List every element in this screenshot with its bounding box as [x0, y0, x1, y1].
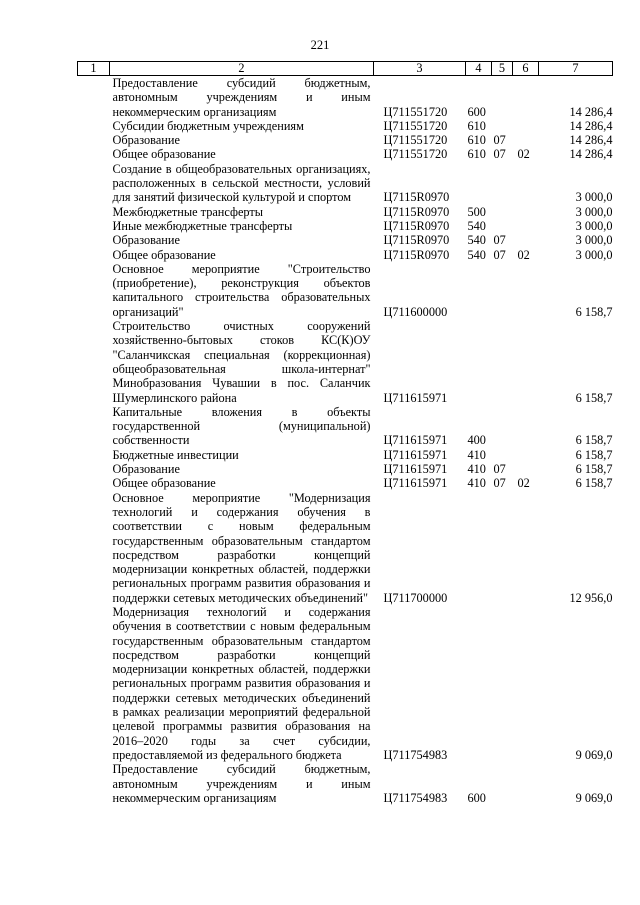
table-row [78, 448, 613, 462]
item-name-cell: Капитальные вложения в объекты государственной (муниципальной) собственности [112, 404, 371, 448]
header-col-4: 4 [466, 62, 492, 76]
target-code-cell: Ц711551720 [383, 133, 448, 148]
row-number-cell [78, 248, 110, 262]
amount-cell: 9 069,0 [575, 747, 613, 762]
table-row [78, 605, 613, 762]
subsection-cell [513, 233, 539, 247]
subsection-cell [513, 133, 539, 147]
subsection-cell [513, 491, 539, 605]
item-name-cell: Основное мероприятие "Строительство (приобретение), реконструкция объектов капитального строительства образовательных организаций" [112, 261, 371, 319]
target-code-cell: Ц7115R0970 [383, 190, 450, 205]
header-col-3: 3 [374, 62, 466, 76]
row-number-cell [78, 405, 110, 448]
item-name-cell: Основное мероприятие "Модернизация технологий и содержания обучения в соответствии с новым федеральным государственным образовательным стандартом посредством разработки концепций модернизации конкретных областей, поддержки региональных программ развития образования и поддержки сетевых методических объединений" [112, 490, 371, 605]
subsection-cell [513, 76, 539, 119]
row-number-cell [78, 448, 110, 462]
expense-type-cell: 540 [467, 233, 486, 248]
item-name-cell: Образование [112, 233, 180, 248]
row-number-cell [78, 162, 110, 205]
target-code-cell: Ц711551720 [383, 104, 448, 119]
amount-cell: 3 000,0 [575, 218, 613, 233]
target-code-cell: Ц7115R0970 [383, 204, 450, 219]
expense-type-cell: 410 [467, 462, 486, 477]
section-cell [492, 605, 513, 762]
row-number-cell [78, 76, 110, 119]
expense-type-cell: 500 [467, 204, 486, 219]
item-name-cell: Общее образование [112, 247, 216, 262]
expense-type-cell [466, 162, 492, 205]
target-code-cell: Ц711551720 [383, 118, 448, 133]
subsection-cell [513, 405, 539, 448]
row-number-cell [78, 233, 110, 247]
header-col-2: 2 [110, 62, 374, 76]
row-number-cell [78, 147, 110, 161]
section-cell: 07 [493, 476, 506, 491]
row-number-cell [78, 462, 110, 476]
header-col-7: 7 [539, 62, 613, 76]
amount-cell: 14 286,4 [569, 133, 613, 148]
subsection-cell [513, 262, 539, 319]
expense-type-cell: 400 [467, 433, 486, 448]
expense-type-cell: 410 [467, 476, 486, 491]
table-row [78, 762, 613, 805]
expense-type-cell: 540 [467, 247, 486, 262]
item-name-cell: Общее образование [112, 476, 216, 491]
section-cell [492, 405, 513, 448]
section-cell: 07 [493, 233, 506, 248]
amount-cell: 6 158,7 [575, 462, 613, 477]
header-col-5: 5 [492, 62, 513, 76]
table-row [78, 205, 613, 219]
item-name-cell: Иные межбюджетные трансферты [112, 218, 293, 233]
row-number-cell [78, 605, 110, 762]
subsection-cell [513, 319, 539, 405]
section-cell [492, 491, 513, 605]
section-cell [492, 205, 513, 219]
subsection-cell: 02 [517, 476, 530, 491]
budget-table [77, 61, 613, 805]
amount-cell: 14 286,4 [569, 118, 613, 133]
amount-cell: 6 158,7 [575, 304, 613, 319]
item-name-cell: Предоставление субсидий бюджетным, автономным учреждениям и иным некоммерческим организациям [112, 76, 371, 119]
amount-cell: 3 000,0 [575, 204, 613, 219]
expense-type-cell: 600 [467, 790, 486, 805]
row-number-cell [78, 476, 110, 490]
target-code-cell: Ц7115R0970 [383, 247, 450, 262]
target-code-cell: Ц711754983 [383, 747, 448, 762]
row-number-cell [78, 319, 110, 405]
amount-cell: 3 000,0 [575, 233, 613, 248]
section-cell [492, 219, 513, 233]
amount-cell: 6 158,7 [575, 433, 613, 448]
item-name-cell: Модернизация технологий и содержания обучения в соответствии с новым федеральным государственным образовательным стандартом посредством разработки концепций модернизации конкретных областей, поддержки региональных программ развития образования и поддержки сетевых методических объединений в рамках реализации мероприятий федеральной целевой программы развития образования на 2016–2020 годы за счет субсидии, предоставляемой из федерального бюджета [112, 604, 371, 762]
expense-type-cell: 610 [467, 118, 486, 133]
section-cell [492, 262, 513, 319]
table-row [78, 319, 613, 405]
section-cell [492, 762, 513, 805]
item-name-cell: Межбюджетные трансферты [112, 204, 264, 219]
row-number-cell [78, 133, 110, 147]
expense-type-cell [466, 491, 492, 605]
subsection-cell [513, 162, 539, 205]
target-code-cell: Ц7115R0970 [383, 233, 450, 248]
table-row [78, 219, 613, 233]
amount-cell: 6 158,7 [575, 476, 613, 491]
target-code-cell: Ц7115R0970 [383, 218, 450, 233]
target-code-cell: Ц711600000 [383, 304, 448, 319]
target-code-cell: Ц711754983 [383, 790, 448, 805]
subsection-cell [513, 119, 539, 133]
item-name-cell: Бюджетные инвестиции [112, 447, 239, 462]
row-number-cell [78, 205, 110, 219]
target-code-cell: Ц711615971 [383, 476, 448, 491]
section-cell [492, 319, 513, 405]
section-cell [492, 162, 513, 205]
subsection-cell: 02 [517, 247, 530, 262]
expense-type-cell: 610 [467, 133, 486, 148]
expense-type-cell: 600 [467, 104, 486, 119]
section-cell: 07 [493, 247, 506, 262]
target-code-cell: Ц711615971 [383, 462, 448, 477]
amount-cell: 6 158,7 [575, 390, 613, 405]
table-row [78, 147, 613, 161]
table-row [78, 262, 613, 319]
amount-cell: 14 286,4 [569, 147, 613, 162]
subsection-cell [513, 219, 539, 233]
section-cell: 07 [493, 133, 506, 148]
subsection-cell [513, 605, 539, 762]
table-row [78, 248, 613, 262]
section-cell: 07 [493, 462, 506, 477]
section-cell [492, 448, 513, 462]
subsection-cell [513, 205, 539, 219]
table-row [78, 405, 613, 448]
item-name-cell: Образование [112, 133, 180, 148]
row-number-cell [78, 762, 110, 805]
item-name-cell: Строительство очистных сооружений хозяйственно-бытовых стоков КС(К)ОУ "Саланчикская специальная (коррекционная) общеобразовательная школа-интернат" Минобразования Чувашии в пос. Саланчик Шумерлинского района [112, 319, 371, 405]
expense-type-cell: 410 [467, 447, 486, 462]
item-name-cell: Образование [112, 462, 180, 477]
target-code-cell: Ц711615971 [383, 433, 448, 448]
header-row [78, 62, 613, 76]
table-row [78, 119, 613, 133]
expense-type-cell: 540 [467, 218, 486, 233]
amount-cell: 6 158,7 [575, 447, 613, 462]
amount-cell: 3 000,0 [575, 247, 613, 262]
item-name-cell: Создание в общеобразовательных организациях, расположенных в сельской местности, условий для занятий физической культурой и спортом [112, 161, 371, 205]
target-code-cell: Ц711615971 [383, 390, 448, 405]
amount-cell: 14 286,4 [569, 104, 613, 119]
amount-cell: 3 000,0 [575, 190, 613, 205]
table-row [78, 162, 613, 205]
item-name-cell: Общее образование [112, 147, 216, 162]
row-number-cell [78, 219, 110, 233]
table-body [78, 76, 613, 806]
item-name-cell: Субсидии бюджетным учреждениям [112, 118, 304, 133]
table-row [78, 476, 613, 490]
amount-cell: 9 069,0 [575, 790, 613, 805]
subsection-cell: 02 [517, 147, 530, 162]
row-number-cell [78, 119, 110, 133]
header-col-1: 1 [78, 62, 110, 76]
expense-type-cell [466, 262, 492, 319]
row-number-cell [78, 491, 110, 605]
subsection-cell [513, 462, 539, 476]
target-code-cell: Ц711551720 [383, 147, 448, 162]
table-row [78, 233, 613, 247]
item-name-cell: Предоставление субсидий бюджетным, автономным учреждениям и иным некоммерческим организациям [112, 762, 371, 805]
amount-cell: 12 956,0 [569, 590, 613, 605]
expense-type-cell [466, 319, 492, 405]
expense-type-cell [466, 605, 492, 762]
table-row [78, 491, 613, 605]
subsection-cell [513, 448, 539, 462]
section-cell [492, 76, 513, 119]
expense-type-cell: 610 [467, 147, 486, 162]
section-cell: 07 [493, 147, 506, 162]
table-row [78, 76, 613, 119]
target-code-cell: Ц711700000 [383, 590, 448, 605]
row-number-cell [78, 262, 110, 319]
header-col-6: 6 [513, 62, 539, 76]
page-number: 221 [310, 38, 330, 52]
table-row [78, 462, 613, 476]
section-cell [492, 119, 513, 133]
target-code-cell: Ц711615971 [383, 447, 448, 462]
subsection-cell [513, 762, 539, 805]
table-row [78, 133, 613, 147]
